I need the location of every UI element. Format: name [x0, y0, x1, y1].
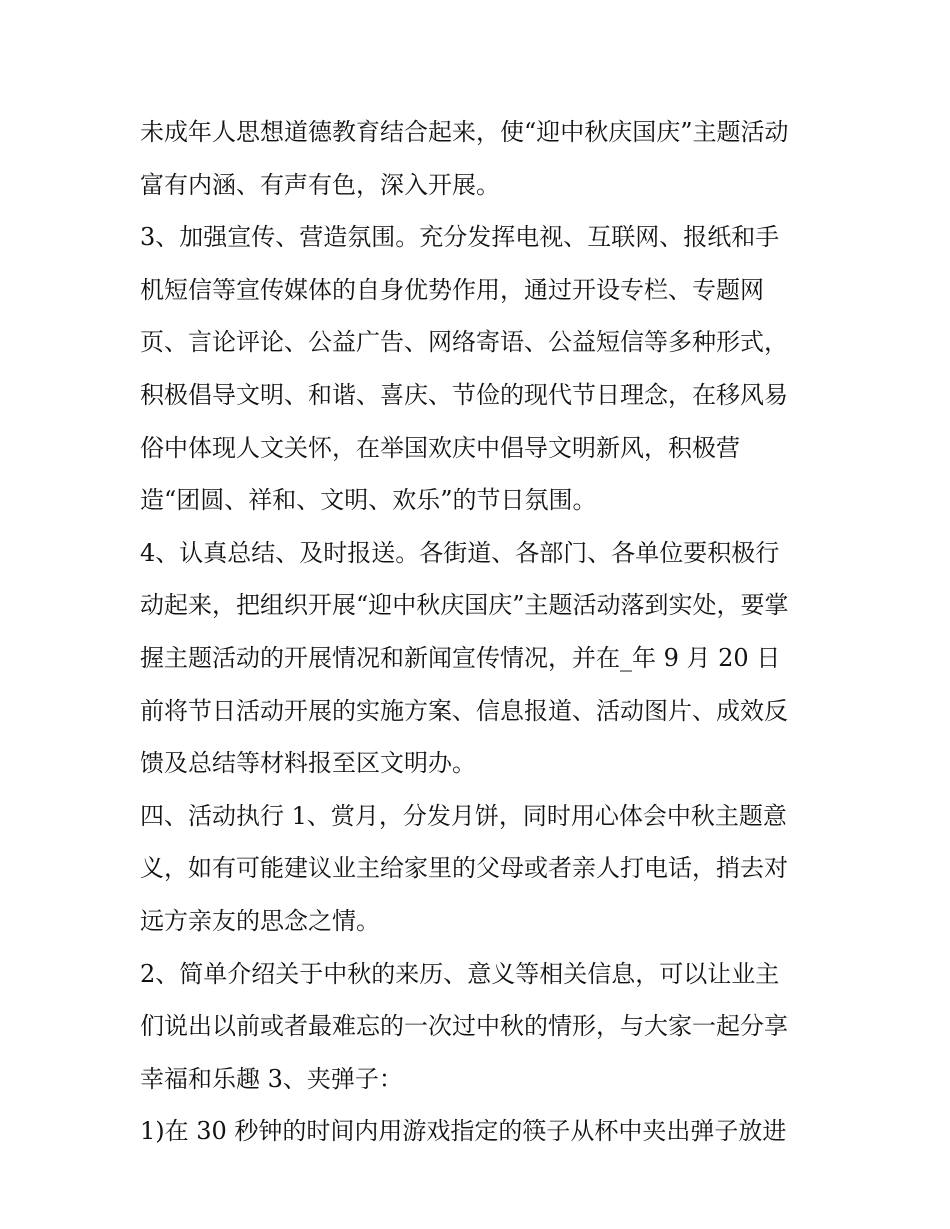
document-body — [140, 106, 820, 1158]
text-line: 馈及总结等材料报至区文明办。 — [140, 749, 476, 778]
text-line: 远方亲友的思念之情。 — [140, 906, 380, 935]
text-line: 1)在 30 秒钟的时间内用游戏指定的筷子从杯中夹出弹子放进 — [140, 1117, 787, 1146]
text-line: 富有内涵、有声有色，深入开展。 — [140, 170, 500, 199]
text-line: 机短信等宣传媒体的自身优势作用，通过开设专栏、专题网 — [140, 275, 764, 304]
text-line: 页、言论评论、公益广告、网络寄语、公益短信等多种形式， — [140, 328, 788, 357]
text-line: 俗中体现人文关怀，在举国欢庆中倡导文明新风，积极营 — [140, 433, 740, 462]
text-line: 积极倡导文明、和谐、喜庆、节俭的现代节日理念，在移风易 — [140, 380, 788, 409]
text-line: 未成年人思想道德教育结合起来，使“迎中秋庆国庆”主题活动 — [140, 118, 789, 146]
text-line: 3、加强宣传、营造氛围。充分发挥电视、互联网、报纸和手 — [140, 223, 780, 252]
text-line: 动起来，把组织开展“迎中秋庆国庆”主题活动落到实处，要掌 — [140, 591, 789, 620]
text-line: 前将节日活动开展的实施方案、信息报道、活动图片、成效反 — [140, 696, 788, 725]
text-line: 义，如有可能建议业主给家里的父母或者亲人打电话，捎去对 — [140, 854, 788, 883]
text-line: 造“团圆、祥和、文明、欢乐”的节日氛围。 — [140, 486, 597, 515]
text-line: 幸福和乐趣 3、夹弹子： — [140, 1064, 403, 1093]
text-line: 四、活动执行 1、赏月，分发月饼，同时用心体会中秋主题意 — [140, 801, 787, 830]
text-line: 握主题活动的开展情况和新闻宣传情况，并在_年 9 月 20 日 — [140, 643, 781, 672]
text-line: 们说出以前或者最难忘的一次过中秋的情形，与大家一起分享 — [140, 1012, 788, 1041]
text-line: 4、认真总结、及时报送。各街道、各部门、各单位要积极行 — [140, 538, 780, 567]
text-line: 2、简单介绍关于中秋的来历、意义等相关信息，可以让业主 — [140, 959, 780, 988]
